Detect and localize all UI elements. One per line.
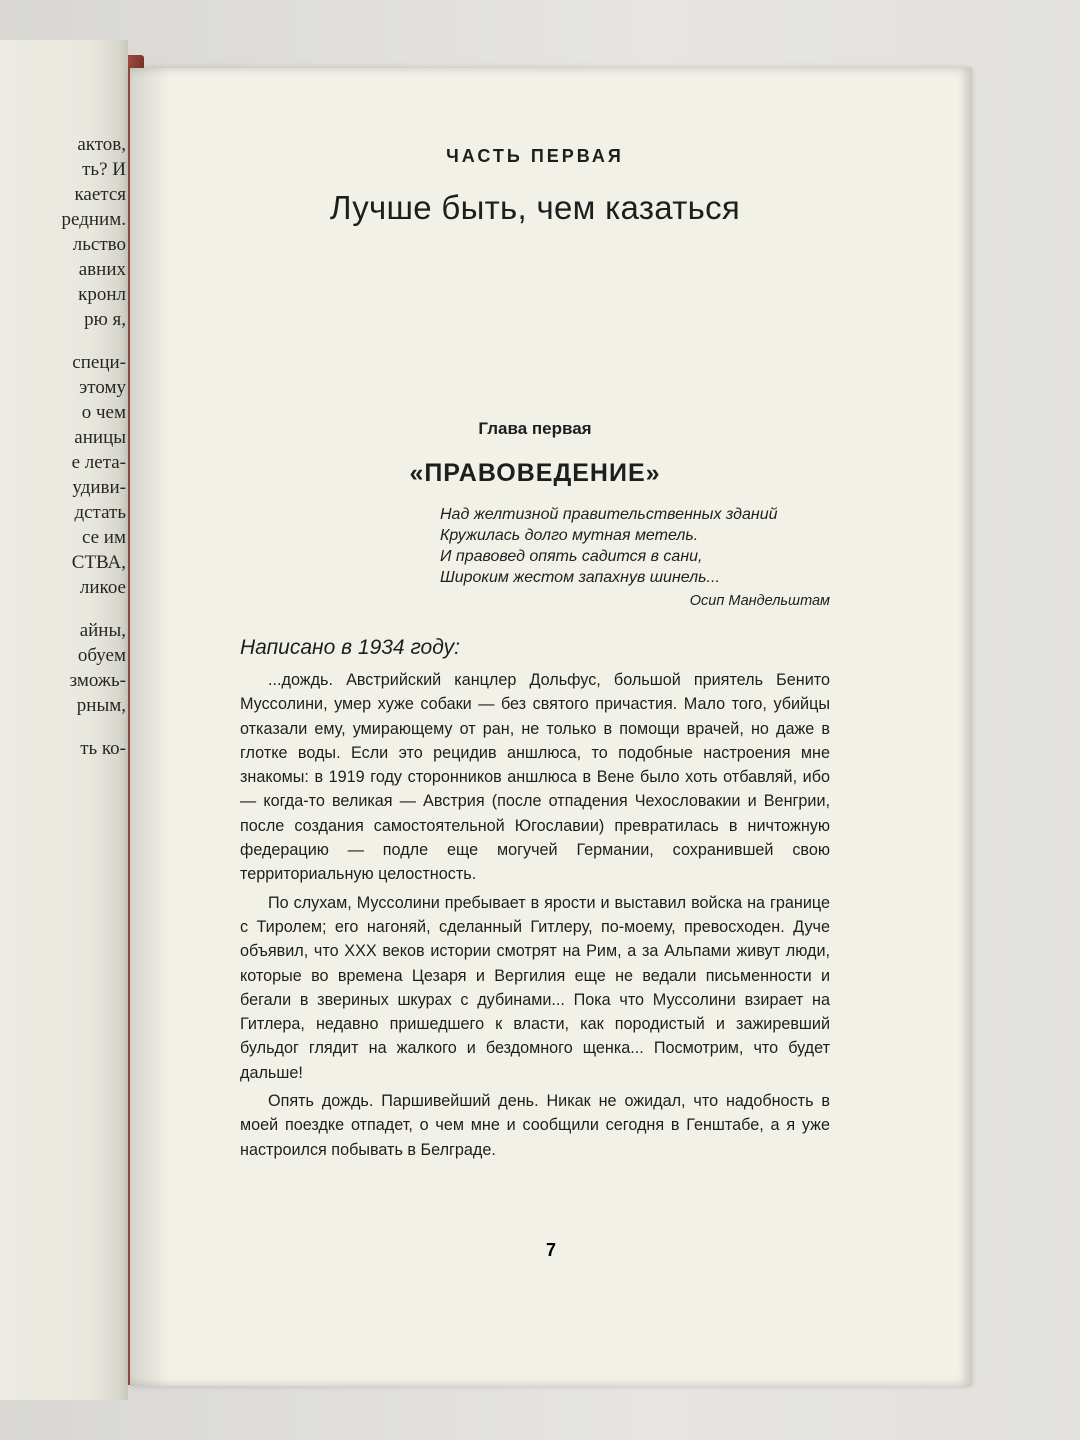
paragraph: По слухам, Муссолини пребывает в ярости и выставил войска на границе с Тиролем; его нагоняй, сделанный Гитлеру, по-моему, превосходен. Дуче объявил, что XXX веков истории смотрят на Рим, а за Альпами живут люди, которые во времена Цезаря и Вергилия еще не ведали письменности и бегали в звериных шкурах с дубинами... Пока что Муссолини взирает на Гитлера, недавно пришедшего к власти, как породистый и зажиревший бульдог глядит на жалкого и бездомного щенка... Посмотрим, что будет дальше! <box>240 893 830 1082</box>
epigraph-author: Осип Мандельштам <box>689 593 830 609</box>
left-page-text <box>0 132 128 761</box>
left-line: кронл <box>78 284 126 305</box>
part-label: ЧАСТЬ ПЕРВАЯ <box>446 146 624 166</box>
left-line: СТВА, <box>71 552 126 573</box>
left-line: айны, <box>79 620 126 641</box>
left-line: этому <box>79 377 126 398</box>
left-line: ликое <box>79 577 126 598</box>
left-line: аницы <box>74 427 126 448</box>
epigraph <box>440 504 830 612</box>
left-page <box>0 40 128 1400</box>
epigraph-line: Над желтизной правительственных зданий <box>440 506 778 523</box>
paragraph: Опять дождь. Паршивейший день. Никак не ожидал, что надобность в моей поездке отпадет, о чем мне и сообщили сегодня в Генштабе, а я уже настроился побывать в Белграде. <box>240 1092 830 1159</box>
left-line: рю я, <box>84 309 126 330</box>
chapter-title: «ПРАВОВЕДЕНИЕ» <box>409 459 661 487</box>
left-line: зможь- <box>69 670 126 691</box>
left-line-gap <box>0 600 128 618</box>
left-line: се им <box>81 527 126 548</box>
left-line: актов, <box>77 134 126 155</box>
left-line: ть ко- <box>80 738 126 759</box>
chapter-label: Глава первая <box>478 419 592 438</box>
epigraph-line: Кружилась долго мутная метель. <box>440 527 699 544</box>
epigraph-line: Широким жестом запахнув шинель... <box>440 569 720 586</box>
written-heading: Написано в 1934 году: <box>240 636 460 659</box>
left-line: кается <box>74 184 126 205</box>
left-line: рным, <box>76 695 126 716</box>
left-line: дстать <box>74 502 126 523</box>
epigraph-line: И правовед опять садится в сани, <box>440 548 703 565</box>
left-line: редним. <box>61 209 126 230</box>
left-line: льство <box>72 234 126 255</box>
part-title: Лучше быть, чем казаться <box>329 189 741 226</box>
left-line-gap <box>0 718 128 736</box>
gutter-shadow <box>130 68 170 1386</box>
left-line: ть? И <box>82 159 126 180</box>
body-text <box>240 668 830 1162</box>
left-line: е лета- <box>71 452 126 473</box>
paragraph: ...дождь. Австрийский канцлер Дольфус, большой приятель Бенито Муссолини, умер хуже собаки — без святого причастия. Мало того, убийцы отказали ему, умирающему от ран, не только в помощи врачей, но даже в глотке воды. Если это рецидив аншлюса, то подобные настроения мне знакомы: в 1919 году сторонников аншлюса в Вене было хоть отбавляй, ибо — когда-то великая — Австрия (после отпадения Чехословакии и Венгрии, после создания самостоятельной Югославии) превратилась в ничтожную федерацию — подле еще могучей Германии, сохранившей свою территориальную целостность. <box>240 671 830 884</box>
left-line: удиви- <box>72 477 126 498</box>
left-line: специ- <box>72 352 126 373</box>
left-line-gap <box>0 332 128 350</box>
right-page <box>130 68 972 1386</box>
page-number: 7 <box>545 1240 556 1260</box>
left-line: обуем <box>77 645 126 666</box>
page-content <box>240 146 830 1166</box>
left-line: о чем <box>81 402 126 423</box>
left-line: авних <box>78 259 126 280</box>
